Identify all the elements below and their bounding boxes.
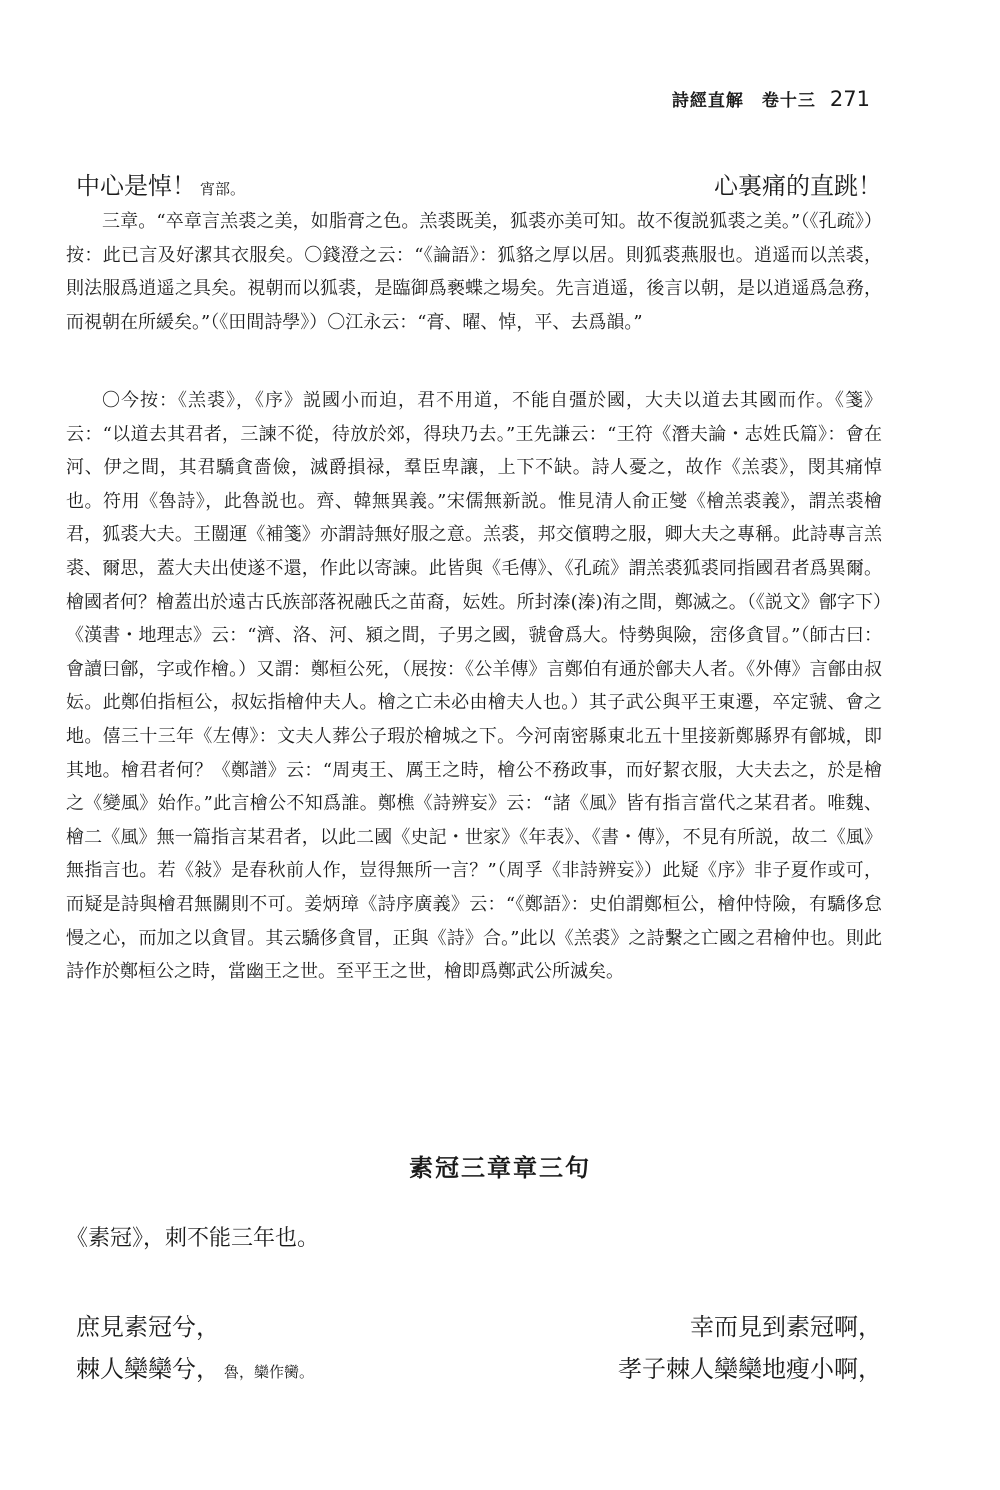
commentary-paragraph: 〇今按：《羔裘》，《序》説國小而迫，君不用道，不能自彊於國，大夫以道去其國而作。《箋》云：“以道去其君者，三諫不從，待放於郊，得玦乃去。”王先謙云：“王符《潛夫論・志姓氏篇》：會在河、伊之間，其君驕貪嗇儉，滅爵損禄，羣臣卑讓，上下不缺。詩人憂之，故作《羔裘》，閔其痛悼也。符用《魯詩》，此魯説也。齊、韓無異義。”宋儒無新説。惟見清人俞正燮《檜羔裘義》，謂羔裘檜君，狐裘大夫。王闓運《補箋》亦謂詩無好服之意。羔裘，邦交儐聘之服，卿大夫之專稱。此詩專言羔裘、爾思，蓋大夫出使遂不還，作此以寄諫。此皆與《毛傳》、《孔疏》謂羔裘狐裘同指國君者爲異爾。檜國者何？檜蓋出於遠古氏族部落祝融氏之苗裔，妘姓。所封溱(溱)洧之間，鄭滅之。（《説文》鄶字下）《漢書・地理志》云：“濟、洛、河、潁之間，子男之國，虢會爲大。恃勢與險，崈侈貪冒。”（師古曰：會讀曰鄶，字或作檜。）又謂：鄭桓公死，（展按：《公羊傳》言鄭伯有通於鄶夫人者。《外傳》言鄶由叔妘。此鄭伯指桓公，叔妘指檜仲夫人。檜之亡未必由檜夫人也。）其子武公與平王東遷，卒定虢、會之地。僖三十三年《左傳》：文夫人葬公子瑕於檜城之下。今河南密縣東北五十里接新鄭縣界有鄶城，即其地。檜君者何？《鄭譜》云：“周夷王、厲王之時，檜公不務政事，而好絜衣服，大夫去之，於是檜之《變風》始作。”此言檜公不知爲誰。鄭樵《詩辨妄》云：“諸《風》皆有指言當代之某君者。唯魏、檜二《風》無一篇指言某君者，以此二國《史記・世家》《年表》、《書・傳》，不見有所説，故二《風》無指言也。若《敍》是春秋前人作，豈得無所一言？”（周孚《非詩辨妄》）此疑《序》非子夏作或可，而疑是詩與檜君無關則不可。姜炳璋《詩序廣義》云：“《鄭語》：史伯謂鄭桓公，檜仲恃險，有驕侈怠慢之心，而加之以貪冒。其云驕侈貪冒，正與《詩》合。”此以《羔裘》之詩繫之亡國之君檜仲也。則此詩作於鄭桓公之時，當幽王之世。至平王之世，檜即爲鄭武公所滅矣。	[66, 390, 882, 983]
commentary-paragraph: 三章。“卒章言羔裘之美，如脂膏之色。羔裘既美，狐裘亦美可知。故不復説狐裘之美。”（《孔疏》）按：此已言及好潔其衣服矣。〇錢澄之云：“《論語》：狐貉之厚以居。則狐裘燕服也。逍遥而以羔裘，則法服爲逍遥之具矣。視朝而以狐裘，是臨御爲褻蝶之場矣。先言逍遥，後言以朝，是以逍遥爲急務，而視朝在所緩矣。”（《田間詩學》）〇江永云：“膏、曜、悼，平、去爲韻。”	[66, 211, 882, 333]
rhyme-note: 宵部。	[200, 180, 246, 198]
running-title: 詩經直解 卷十三	[671, 91, 816, 111]
verse-translation: 心裏痛的直跳！	[714, 172, 882, 200]
verse-translation: 幸而見到素冠啊，	[690, 1313, 882, 1341]
running-header	[672, 86, 870, 111]
poem-preface: 《素冠》，刺不能三年也。	[66, 1226, 320, 1251]
variant-note: 魯，欒作臠。	[224, 1363, 315, 1381]
verse-line	[76, 166, 882, 201]
page-number: 271	[829, 87, 870, 111]
verse-text: 中心是悼！	[76, 172, 196, 200]
verse-line	[76, 1349, 882, 1384]
verse-original	[76, 166, 245, 201]
verse-original	[76, 1349, 314, 1384]
verse-line	[76, 1307, 882, 1342]
verse-text: 棘人欒欒兮，	[76, 1355, 220, 1383]
section-title: 素冠三章章三句	[409, 1154, 591, 1182]
verse-translation: 孝子棘人欒欒地瘦小啊，	[618, 1355, 882, 1383]
verse-original: 庶見素冠兮，	[76, 1313, 220, 1341]
